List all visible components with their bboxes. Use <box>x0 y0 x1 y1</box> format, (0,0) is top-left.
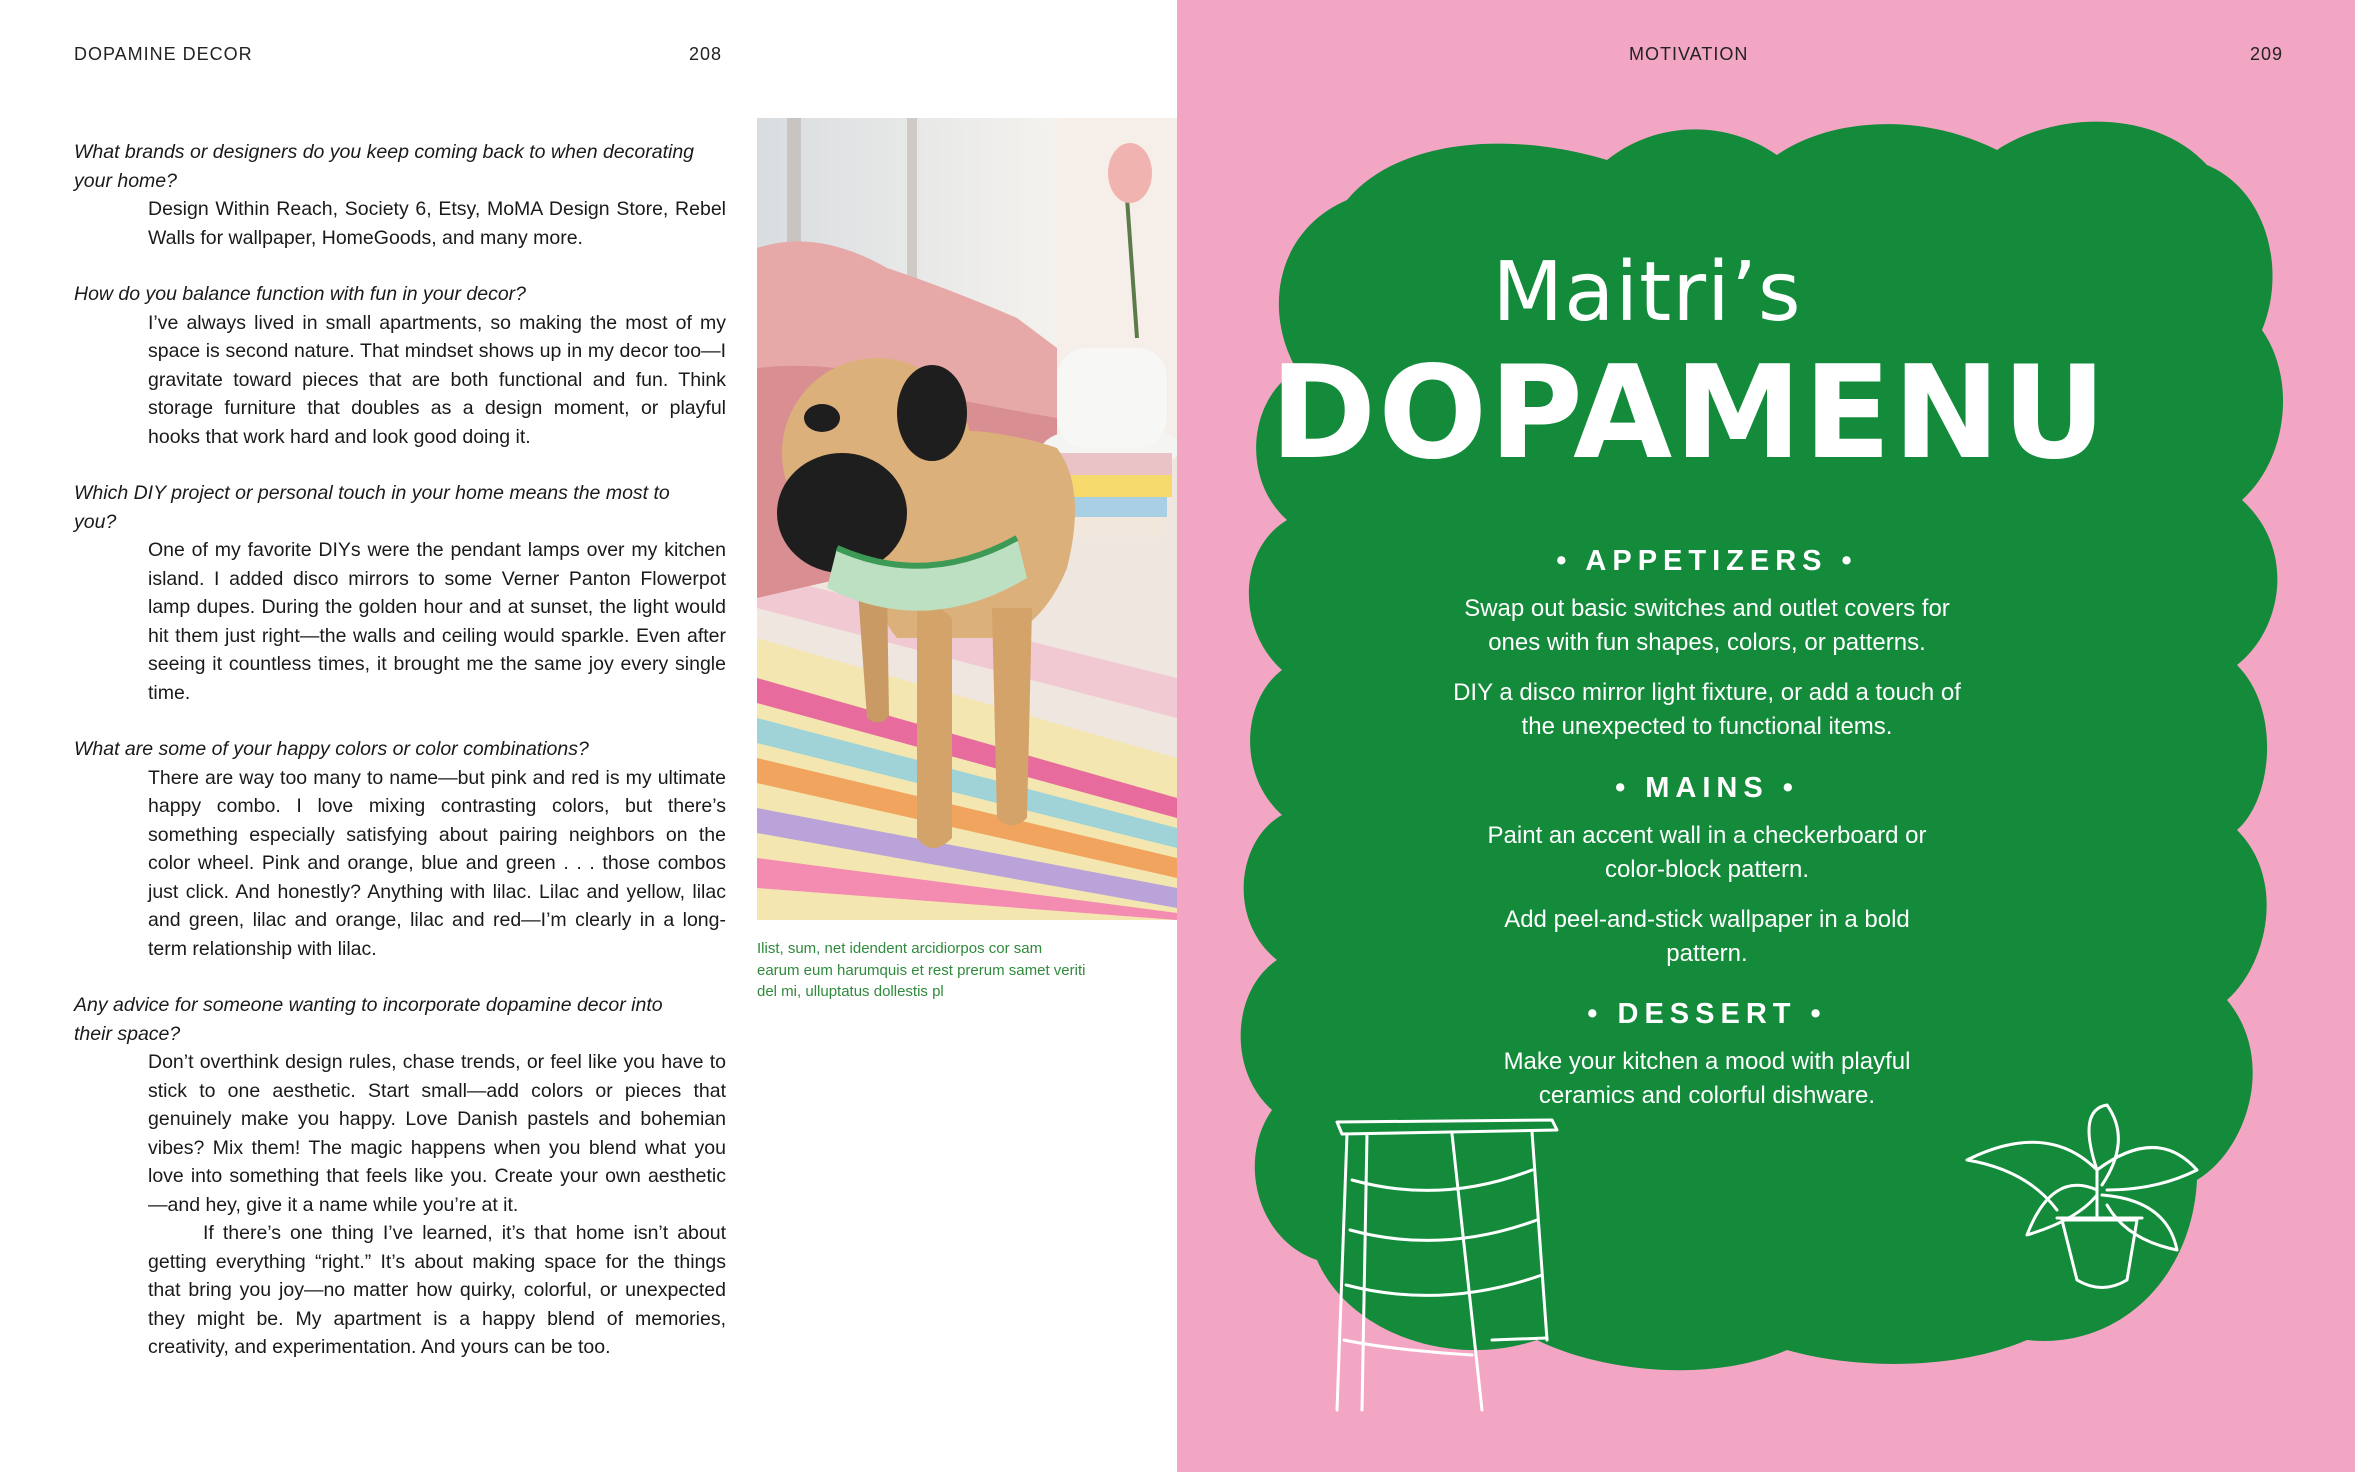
answer-paragraph: Design Within Reach, Society 6, Etsy, MoMA Design Store, Rebel Walls for wallpaper, HomeGoods, and many more. <box>148 198 726 249</box>
qa-block <box>74 479 726 707</box>
running-head-right: MOTIVATION <box>1629 44 1749 64</box>
interview-column <box>74 138 726 1390</box>
qa-block <box>74 991 726 1362</box>
answer <box>148 1048 726 1362</box>
answer-paragraph: One of my favorite DIYs were the pendant lamps over my kitchen island. I added disco mirrors to some Verner Panton Flowerpot lamp dupes. During the golden hour and at sunset, the light would hit them just right—the walls and ceiling would sparkle. Even after seeing it countless times, it brought me the same joy every single time. <box>148 539 726 704</box>
section-heading: • MAINS • <box>1615 772 1799 804</box>
pug-table-photo <box>757 118 1177 920</box>
question: Any advice for someone wanting to incorporate dopamine decor into their space? <box>74 994 663 1045</box>
answer-paragraph: Don’t overthink design rules, chase trends, or feel like you have to stick to one aesthetic. Start small—add colors or pieces that genuinely make you happy. Love Danish pastels and bohemian vibes? Mix them! The magic happens when you blend what you love into something that feels like you. Create your own aesthetic—and hey, give it a name while you’re at it. <box>148 1051 726 1216</box>
stool-icon <box>1332 1110 1572 1430</box>
question: What are some of your happy colors or color combinations? <box>74 738 589 760</box>
menu-item: DIY a disco mirror light fixture, or add a touch of the unexpected to functional items. <box>1453 679 1961 740</box>
page-number-left: 208 <box>689 44 723 64</box>
menu-item: Make your kitchen a mood with playful ceramics and colorful dishware. <box>1503 1048 1911 1109</box>
right-page <box>1177 0 2355 1472</box>
answer <box>148 764 726 964</box>
answer <box>148 195 726 252</box>
photo-caption: Ilist, sum, net idendent arcidiorpos cor sam earum eum harumquis et rest prerum samet veriti del mi, ulluptatus dollestis pl <box>757 940 1086 1000</box>
qa-block <box>74 280 726 451</box>
page-number-right: 209 <box>2250 44 2284 64</box>
section-heading: • DESSERT • <box>1587 998 1827 1030</box>
answer <box>148 309 726 452</box>
menu-item: Add peel-and-stick wallpaper in a bold pattern. <box>1504 906 1910 967</box>
left-page <box>0 0 1177 1472</box>
qa-block <box>74 138 726 252</box>
menu-section-mains <box>1277 772 2137 971</box>
qa-block <box>74 735 726 963</box>
answer-paragraph: There are way too many to name—but pink and red is my ultimate happy combo. I love mixing contrasting colors, but there’s something especially satisfying about pairing neighbors on the color wheel. Pink and orange, blue and green . . . those combos just click. And honestly? Anything with lilac. Lilac and yellow, lilac and green, lilac and orange, lilac and red—I’m clearly in a long-term relationship with lilac. <box>148 766 726 960</box>
menu-title-script: Maitri’s <box>1492 245 1802 340</box>
section-heading: • APPETIZERS • <box>1556 545 1858 577</box>
potted-plant-icon <box>1957 1100 2207 1300</box>
answer-paragraph: I’ve always lived in small apartments, so making the most of my space is second nature. That mindset shows up in my decor too—I gravitate toward pieces that are both functional and fun. Think storage furniture that doubles as a design moment, or playful hooks that work hard and look good doing it. <box>148 311 726 448</box>
pug-photo-illustration <box>757 118 1177 920</box>
running-head-left: DOPAMINE DECOR <box>74 44 253 64</box>
menu-title: DOPAMENU <box>1270 339 2109 488</box>
answer-paragraph: If there’s one thing I’ve learned, it’s that home isn’t about getting everything “right.” It’s about making space for the things that bring you joy—no matter how quirky, colorful, or unexpected they might be. My apartment is a happy blend of memories, creativity, and experimentation. And yours can be too. <box>148 1222 726 1358</box>
question: Which DIY project or personal touch in your home means the most to you? <box>74 482 670 533</box>
question: What brands or designers do you keep coming back to when decorating your home? <box>74 141 695 192</box>
menu-section-appetizers <box>1277 545 2137 744</box>
menu-item: Paint an accent wall in a checkerboard or color-block pattern. <box>1487 822 1927 883</box>
question: How do you balance function with fun in your decor? <box>74 283 527 305</box>
menu-item: Swap out basic switches and outlet covers for ones with fun shapes, colors, or patterns. <box>1464 595 1950 656</box>
menu-section-dessert <box>1277 998 2137 1113</box>
answer <box>148 536 726 707</box>
